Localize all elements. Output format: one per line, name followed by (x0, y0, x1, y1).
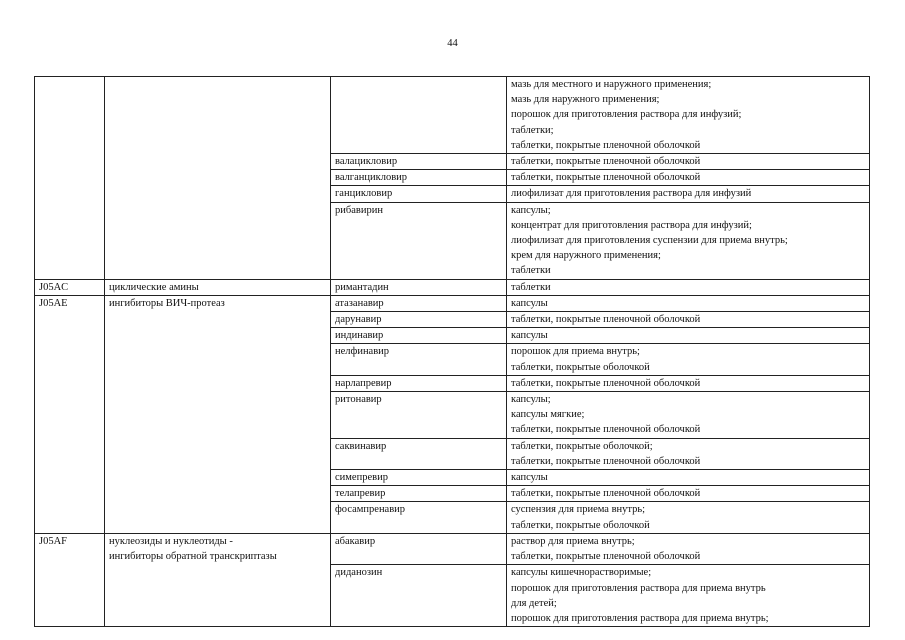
drug-group-cell: циклические амины (105, 279, 331, 295)
drug-group-line: нуклеозиды и нуклеотиды - (109, 535, 233, 547)
dosage-form-line: капсулы (511, 330, 548, 342)
dosage-form-cell (507, 502, 870, 533)
dosage-form-cell (507, 486, 870, 502)
drug-name-cell: валганцикловир (331, 170, 507, 186)
drug-name-cell: абакавир (331, 533, 507, 564)
drug-group-cell (105, 77, 331, 280)
atc-code-cell: J05AE (35, 295, 105, 533)
dosage-form-cell (507, 295, 870, 311)
dosage-form-line: таблетки, покрытые пленочной оболочкой (511, 424, 701, 436)
dosage-form-line: капсулы мягкие; (511, 409, 585, 421)
dosage-form-cell (507, 154, 870, 170)
dosage-form-line: таблетки; (511, 124, 554, 136)
drug-name-cell: дарунавир (331, 312, 507, 328)
dosage-form-line: таблетки (511, 265, 551, 277)
drug-table (34, 76, 870, 627)
drug-group-line: ингибиторы обратной транскриптазы (109, 551, 277, 563)
drug-name-cell: телапревир (331, 486, 507, 502)
drug-name-cell: ганцикловир (331, 186, 507, 202)
dosage-form-line: капсулы (511, 472, 548, 484)
drug-name-cell: фосампренавир (331, 502, 507, 533)
drug-name-cell: атазанавир (331, 295, 507, 311)
dosage-form-line: таблетки, покрытые пленочной оболочкой (511, 455, 701, 467)
dosage-form-line: таблетки, покрытые оболочкой (511, 361, 650, 373)
dosage-form-line: таблетки, покрытые пленочной оболочкой (511, 139, 701, 151)
dosage-form-line: лиофилизат для приготовления раствора для инфузий (511, 188, 752, 200)
drug-name-cell: диданозин (331, 565, 507, 627)
drug-table-body (35, 77, 870, 627)
dosage-form-line: порошок для приема внутрь; (511, 346, 640, 358)
dosage-form-line: таблетки, покрытые пленочной оболочкой (511, 172, 701, 184)
drug-name-cell: нарлапревир (331, 375, 507, 391)
dosage-form-cell (507, 279, 870, 295)
drug-group-cell (105, 533, 331, 626)
dosage-form-cell (507, 392, 870, 439)
dosage-form-cell (507, 533, 870, 564)
dosage-form-line: таблетки, покрытые оболочкой; (511, 440, 653, 452)
drug-name-cell: валацикловир (331, 154, 507, 170)
dosage-form-cell (507, 186, 870, 202)
dosage-form-line: таблетки, покрытые пленочной оболочкой (511, 488, 701, 500)
dosage-form-line: таблетки, покрытые пленочной оболочкой (511, 156, 701, 168)
table-row (35, 77, 870, 154)
dosage-form-line: крем для наружного применения; (511, 250, 661, 262)
drug-name-cell: саквинавир (331, 438, 507, 469)
atc-code-cell: J05AC (35, 279, 105, 295)
dosage-form-cell (507, 328, 870, 344)
dosage-form-cell (507, 438, 870, 469)
dosage-form-line: мазь для местного и наружного применения; (511, 79, 712, 90)
dosage-form-line: капсулы кишечнорастворимые; (511, 567, 652, 579)
dosage-form-line: лиофилизат для приготовления суспензии для приема внутрь; (511, 235, 788, 247)
dosage-form-line: таблетки, покрытые пленочной оболочкой (511, 551, 701, 563)
dosage-form-line: порошок для приготовления раствора для приема внутрь (511, 582, 766, 594)
dosage-form-line: таблетки (511, 281, 551, 293)
dosage-form-line: концентрат для приготовления раствора для инфузий; (511, 219, 752, 231)
dosage-form-cell (507, 312, 870, 328)
drug-name-cell: симепревир (331, 470, 507, 486)
dosage-form-cell (507, 565, 870, 627)
table-row (35, 279, 870, 295)
table-row (35, 295, 870, 311)
drug-group-cell: ингибиторы ВИЧ-протеаз (105, 295, 331, 533)
drug-name-cell: римантадин (331, 279, 507, 295)
table-row (35, 533, 870, 564)
dosage-form-line: мазь для наружного применения; (511, 94, 660, 106)
dosage-form-line: раствор для приема внутрь; (511, 535, 635, 547)
dosage-form-line: капсулы (511, 297, 548, 309)
dosage-form-line: таблетки, покрытые оболочкой (511, 519, 650, 531)
dosage-form-line: таблетки, покрытые пленочной оболочкой (511, 314, 701, 326)
drug-name-cell (331, 77, 507, 154)
drug-name-cell: ритонавир (331, 392, 507, 439)
dosage-form-cell (507, 170, 870, 186)
page-number: 44 (447, 38, 458, 49)
dosage-form-line: таблетки, покрытые пленочной оболочкой (511, 377, 701, 389)
drug-name-cell: нелфинавир (331, 344, 507, 375)
dosage-form-line: для детей; (511, 597, 557, 609)
dosage-form-line: капсулы; (511, 204, 551, 216)
dosage-form-line: порошок для приготовления раствора для приема внутрь; (511, 612, 769, 624)
atc-code-cell (35, 77, 105, 280)
dosage-form-cell (507, 202, 870, 279)
atc-code-cell: J05AF (35, 533, 105, 626)
dosage-form-line: капсулы; (511, 394, 551, 406)
drug-name-cell: индинавир (331, 328, 507, 344)
dosage-form-cell (507, 344, 870, 375)
drug-name-cell: рибавирин (331, 202, 507, 279)
dosage-form-line: порошок для приготовления раствора для инфузий; (511, 109, 742, 121)
dosage-form-cell (507, 470, 870, 486)
dosage-form-line: суспензия для приема внутрь; (511, 504, 646, 516)
dosage-form-cell (507, 77, 870, 154)
dosage-form-cell (507, 375, 870, 391)
